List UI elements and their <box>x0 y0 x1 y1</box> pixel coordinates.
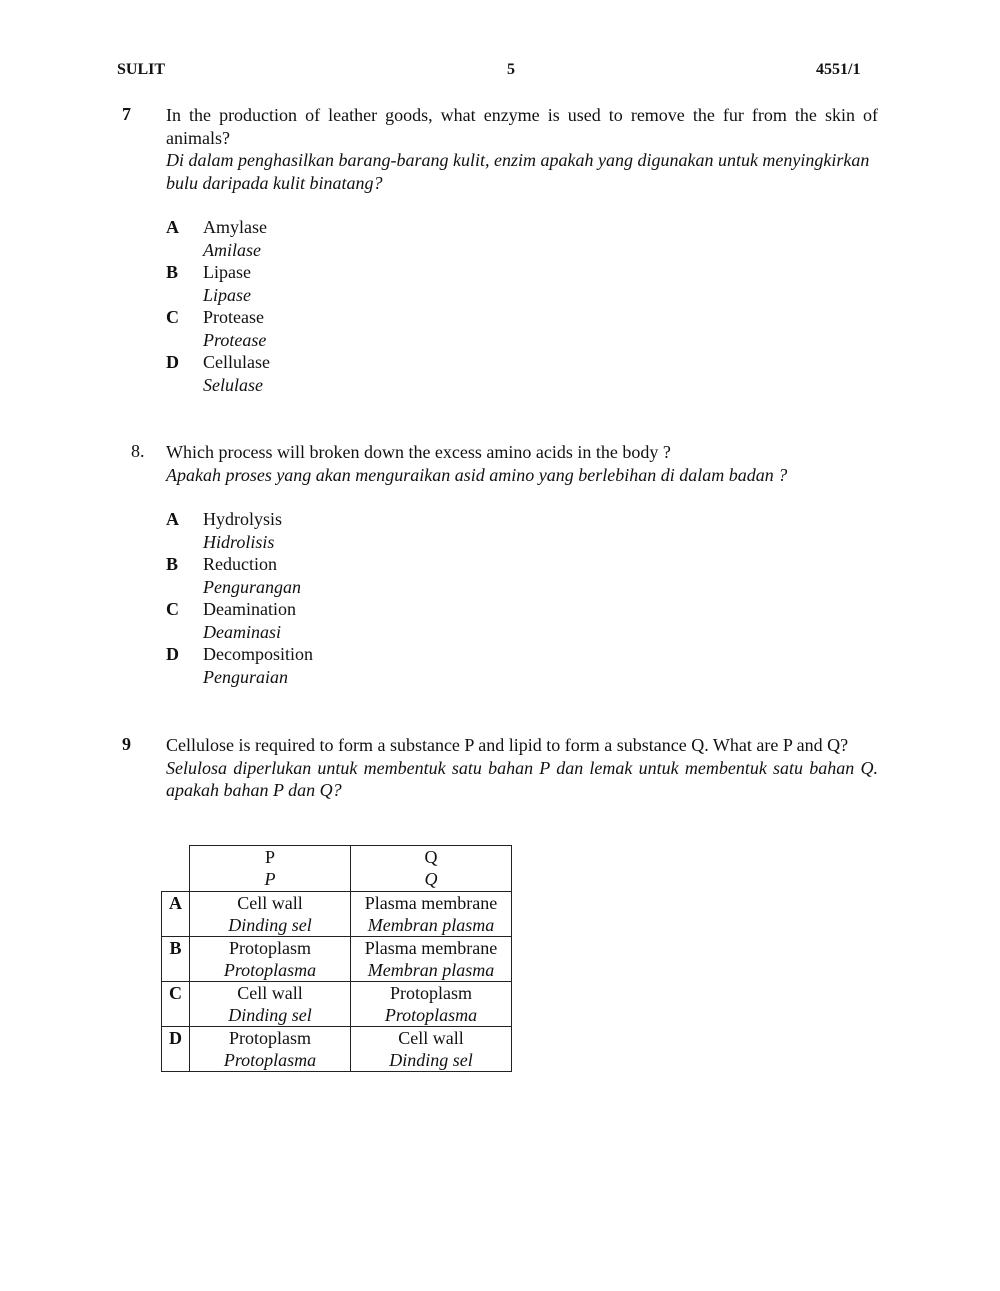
cell-q-ms: Membran plasma <box>367 915 495 935</box>
cell-p <box>190 937 351 982</box>
option-letter: B <box>166 262 179 282</box>
header-q-ms: Q <box>424 869 438 889</box>
question-9-number: 9 <box>122 734 131 754</box>
row-letter: A <box>162 892 190 937</box>
cell-p-en: Cell wall <box>237 983 303 1003</box>
cell-p-ms: Protoplasma <box>223 960 317 980</box>
option-letter: C <box>166 307 179 327</box>
cell-q <box>351 937 512 982</box>
cell-p <box>190 982 351 1027</box>
option-text-ms: Pengurangan <box>203 576 301 597</box>
question-9-text-ms: Selulosa diperlukan untuk membentuk satu bahan P dan lemak untuk membentuk satu bahan Q. apakah bahan P dan Q? <box>166 757 878 800</box>
cell-q-ms: Protoplasma <box>384 1005 478 1025</box>
cell-q-en: Protoplasm <box>389 983 472 1003</box>
question-7-options <box>166 216 270 396</box>
cell-p <box>190 892 351 937</box>
question-8-option-a[interactable] <box>166 508 313 553</box>
page-number: 5 <box>507 61 515 78</box>
option-text-en: Protease <box>203 307 264 327</box>
table-row-a[interactable] <box>162 892 512 937</box>
cell-q <box>351 892 512 937</box>
table-header-row <box>162 846 512 892</box>
paper-code: 4551/1 <box>816 61 861 78</box>
option-text-ms: Penguraian <box>203 666 288 687</box>
option-text-en: Hydrolysis <box>203 509 283 529</box>
question-7-option-a[interactable] <box>166 216 270 261</box>
cell-p-ms: Dinding sel <box>228 915 312 935</box>
cell-q-ms: Membran plasma <box>367 960 495 980</box>
cell-p-ms: Dinding sel <box>228 1005 312 1025</box>
table-corner-cell <box>162 846 190 892</box>
question-9-answer-table <box>161 845 512 1072</box>
question-7-stem <box>166 104 878 194</box>
table-row-c[interactable] <box>162 982 512 1027</box>
cell-q <box>351 1027 512 1072</box>
cell-p <box>190 1027 351 1072</box>
question-9-stem <box>166 734 878 802</box>
question-8-options <box>166 508 313 688</box>
column-header-p <box>190 846 351 892</box>
header-label: SULIT <box>117 61 166 78</box>
question-8-stem <box>166 441 878 486</box>
option-text-ms: Hidrolisis <box>203 531 275 552</box>
option-text-en: Cellulase <box>203 352 270 372</box>
row-letter: C <box>162 982 190 1027</box>
option-text-en: Decomposition <box>203 644 313 664</box>
question-8-text-ms: Apakah proses yang akan menguraikan asid amino yang berlebihan di dalam badan ? <box>166 464 788 485</box>
question-8-option-d[interactable] <box>166 643 313 688</box>
question-7-option-c[interactable] <box>166 306 270 351</box>
cell-p-en: Protoplasm <box>228 938 311 958</box>
column-header-q <box>351 846 512 892</box>
option-letter: A <box>166 217 179 237</box>
question-7-option-d[interactable] <box>166 351 270 396</box>
option-letter: B <box>166 554 179 574</box>
option-letter: A <box>166 509 179 529</box>
question-7-option-b[interactable] <box>166 261 270 306</box>
option-text-ms: Deaminasi <box>203 621 281 642</box>
option-letter: D <box>166 644 179 664</box>
row-letter: B <box>162 937 190 982</box>
question-9-text-en: Cellulose is required to form a substance P and lipid to form a substance Q. What are P and Q? <box>166 735 849 755</box>
cell-q <box>351 982 512 1027</box>
question-7-text-en: In the production of leather goods, what enzyme is used to remove the fur from the skin of animals? <box>166 105 878 148</box>
cell-q-en: Plasma membrane <box>364 938 498 958</box>
option-letter: C <box>166 599 179 619</box>
option-text-en: Deamination <box>203 599 296 619</box>
cell-q-en: Cell wall <box>398 1028 464 1048</box>
row-letter: D <box>162 1027 190 1072</box>
question-8-option-c[interactable] <box>166 598 313 643</box>
cell-p-en: Protoplasm <box>228 1028 311 1048</box>
question-8-text-en: Which process will broken down the excess amino acids in the body ? <box>166 442 671 462</box>
cell-p-ms: Protoplasma <box>223 1050 317 1070</box>
question-7-text-ms: Di dalam penghasilkan barang-barang kulit, enzim apakah yang digunakan untuk menyingkirkan bulu daripada kulit binatang? <box>166 150 870 193</box>
option-text-ms: Lipase <box>203 284 252 305</box>
cell-q-ms: Dinding sel <box>389 1050 473 1070</box>
header-p-ms: P <box>264 869 276 889</box>
header-p-en: P <box>264 847 275 867</box>
option-letter: D <box>166 352 179 372</box>
table-row-b[interactable] <box>162 937 512 982</box>
option-text-en: Reduction <box>203 554 277 574</box>
table-row-d[interactable] <box>162 1027 512 1072</box>
option-text-ms: Amilase <box>203 239 261 260</box>
option-text-ms: Protease <box>203 329 267 350</box>
cell-q-en: Plasma membrane <box>364 893 498 913</box>
header-q-en: Q <box>424 847 438 867</box>
cell-p-en: Cell wall <box>237 893 303 913</box>
option-text-en: Amylase <box>203 217 267 237</box>
option-text-en: Lipase <box>203 262 251 282</box>
option-text-ms: Selulase <box>203 374 263 395</box>
question-7-number: 7 <box>122 104 131 124</box>
question-8-number: 8. <box>131 441 145 461</box>
question-8-option-b[interactable] <box>166 553 313 598</box>
